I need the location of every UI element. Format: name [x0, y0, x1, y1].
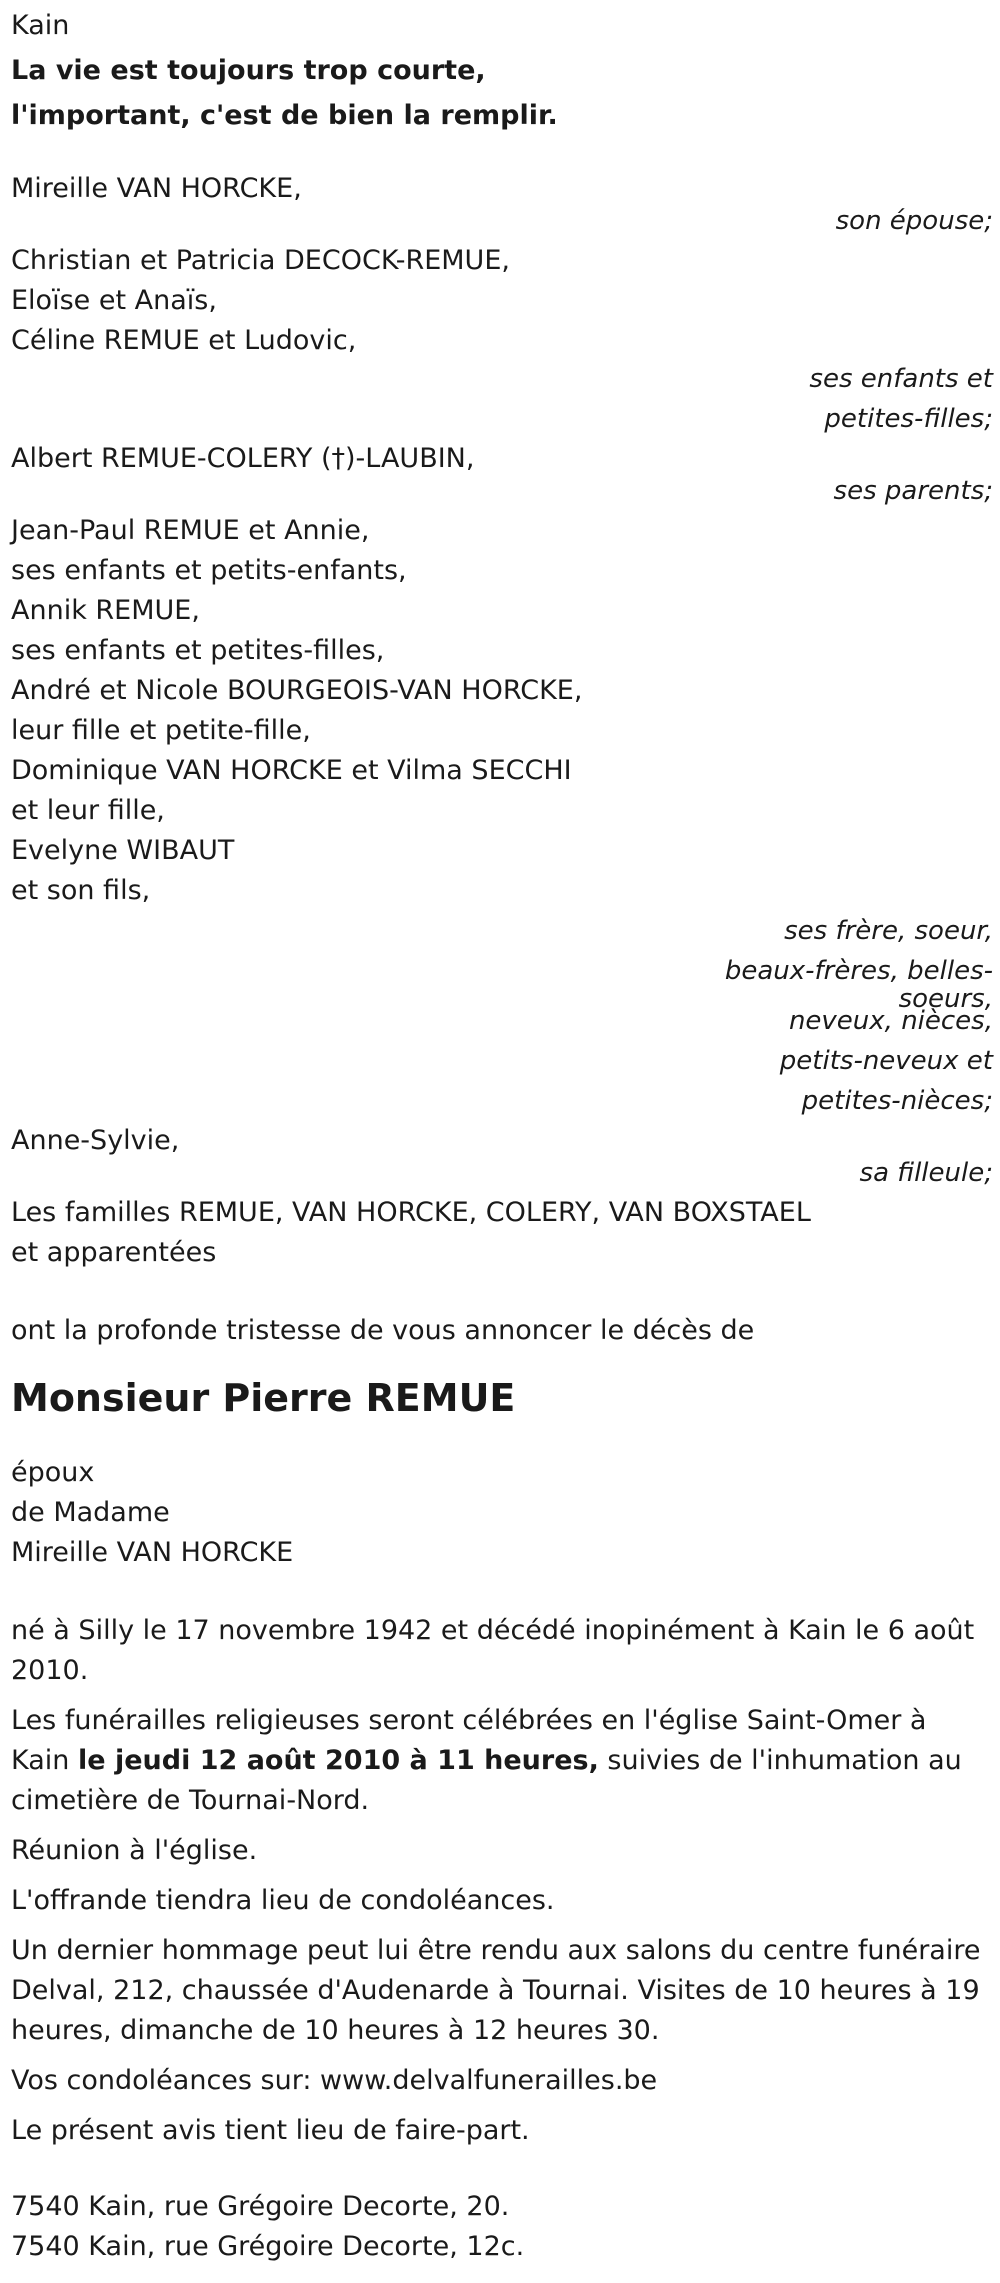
relation-line-1: époux	[11, 1457, 95, 1488]
siblings-role-5: petits-neveux et	[779, 1046, 993, 1076]
condolences-paragraph: Vos condoléances sur: www.delvalfunerailles.be	[11, 2065, 658, 2096]
child-1: Christian et Patricia DECOCK-REMUE,	[11, 245, 510, 276]
child-3: Céline REMUE et Ludovic,	[11, 325, 357, 356]
funeral-text-1: Les funérailles religieuses seront célébrées en l'église Saint-Omer à Kain	[11, 1705, 927, 1776]
relation-line-2: de Madame	[11, 1497, 170, 1528]
sibling-line-6: leur fille et petite-fille,	[11, 715, 311, 746]
announcement-text: ont la profonde tristesse de vous annoncer le décès de	[11, 1315, 755, 1346]
funeral-paragraph	[11, 1701, 993, 1821]
notice-paragraph: Le présent avis tient lieu de faire-part.	[11, 2115, 530, 2146]
tribute-paragraph: Un dernier hommage peut lui être rendu aux salons du centre funéraire Delval, 212, chaussée d'Audenarde à Tournai. Visites de 10 heures à 19 heures, dimanche de 10 heures à 12 heures 30.	[11, 1935, 981, 2046]
sibling-line-3: Annik REMUE,	[11, 595, 200, 626]
spouse-role: son épouse;	[835, 206, 993, 236]
parents-role: ses parents;	[833, 476, 993, 506]
sibling-line-2: ses enfants et petits-enfants,	[11, 555, 407, 586]
relation-line-3: Mireille VAN HORCKE	[11, 1537, 294, 1568]
address-1: 7540 Kain, rue Grégoire Decorte, 20.	[11, 2191, 510, 2222]
sibling-line-9: Evelyne WIBAUT	[11, 835, 235, 866]
sibling-line-5: André et Nicole BOURGEOIS-VAN HORCKE,	[11, 675, 583, 706]
obituary-notice	[11, 0, 993, 2267]
siblings-role-3: soeurs,	[898, 984, 993, 1014]
children-role-2: petites-filles;	[824, 404, 993, 434]
meeting-paragraph: Réunion à l'église.	[11, 1835, 258, 1866]
motto-line-2: l'important, c'est de bien la remplir.	[11, 100, 558, 131]
sibling-line-7: Dominique VAN HORCKE et Vilma SECCHI	[11, 755, 572, 786]
spouse-name: Mireille VAN HORCKE,	[11, 173, 302, 204]
funeral-date: le jeudi 12 août 2010 à 11 heures,	[77, 1745, 599, 1776]
sibling-line-1: Jean-Paul REMUE et Annie,	[11, 515, 370, 546]
offering-paragraph: L'offrande tiendra lieu de condoléances.	[11, 1885, 555, 1916]
children-role-1: ses enfants et	[809, 364, 993, 394]
address-2: 7540 Kain, rue Grégoire Decorte, 12c.	[11, 2231, 525, 2262]
families-line-1: Les familles REMUE, VAN HORCKE, COLERY, VAN BOXSTAEL	[11, 1197, 811, 1228]
siblings-role-6: petites-nièces;	[801, 1086, 993, 1116]
sibling-line-10: et son fils,	[11, 875, 151, 906]
birth-death-paragraph: né à Silly le 17 novembre 1942 et décédé inopinément à Kain le 6 août 2010.	[11, 1615, 975, 1686]
parents-name: Albert REMUE-COLERY (†)-LAUBIN,	[11, 443, 475, 474]
siblings-role-4: neveux, nièces,	[788, 1006, 993, 1036]
motto-line-1: La vie est toujours trop courte,	[11, 55, 486, 86]
sibling-line-8: et leur fille,	[11, 795, 165, 826]
place-heading: Kain	[11, 10, 70, 41]
sibling-line-4: ses enfants et petites-filles,	[11, 635, 385, 666]
goddaughter-role: sa filleule;	[859, 1158, 993, 1188]
child-2: Eloïse et Anaïs,	[11, 285, 217, 316]
funeral-text-2: suivies de l'inhumation au cimetière de Tournai-Nord.	[11, 1745, 962, 1816]
families-line-2: et apparentées	[11, 1237, 217, 1268]
siblings-role-2: beaux-frères, belles-	[724, 956, 993, 986]
goddaughter-name: Anne-Sylvie,	[11, 1125, 180, 1156]
siblings-role-1: ses frère, soeur,	[784, 916, 993, 946]
deceased-name: Monsieur Pierre REMUE	[11, 1376, 516, 1420]
